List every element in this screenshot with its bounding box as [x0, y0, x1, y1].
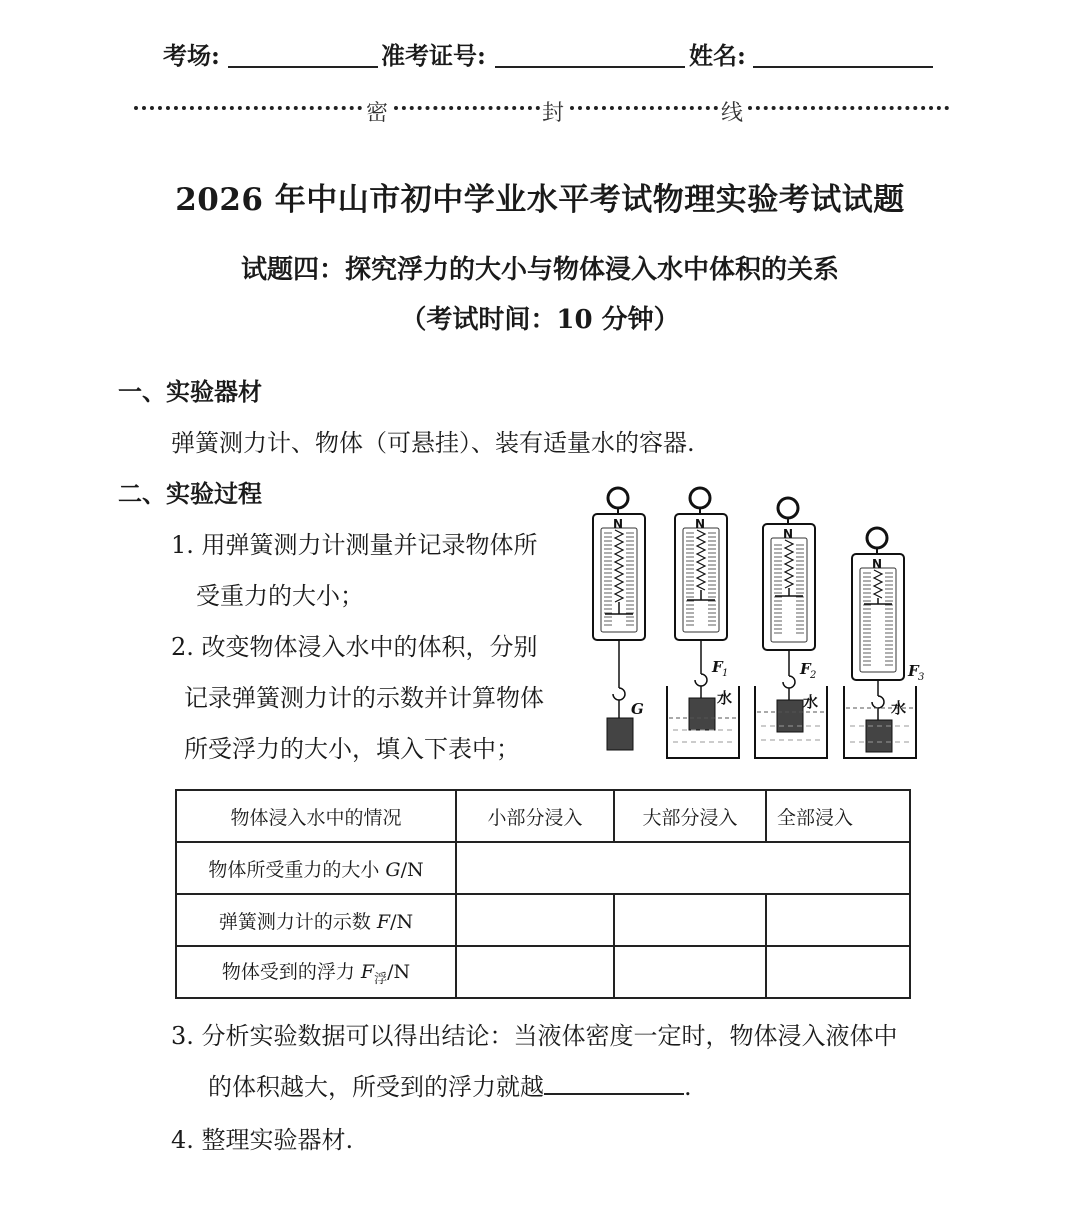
conclusion-answer-blank[interactable] — [544, 1071, 684, 1095]
row-label-subscript: 浮 — [374, 971, 388, 987]
row-label-symbol: F — [360, 961, 375, 984]
row-label-unit: /N — [400, 858, 424, 881]
spring-value-cell[interactable] — [766, 894, 910, 946]
step-2-line-1: 2. 改变物体浸入水中的体积，分别 — [171, 633, 538, 661]
row-label-unit: /N — [387, 961, 411, 984]
step-3-end: . — [684, 1073, 692, 1101]
table-row-gravity — [176, 842, 910, 894]
step-3-text: 的体积越大，所受到的浮力就越 — [208, 1073, 544, 1101]
step-2-line-2: 记录弹簧测力计的示数并计算物体 — [184, 684, 544, 712]
section-equipment-heading: 一、实验器材 — [118, 377, 262, 406]
row-label-unit: /N — [390, 910, 414, 933]
ticket-field — [495, 66, 685, 68]
question-subtitle: 试题四：探究浮力的大小与物体浸入水中体积的关系 — [240, 255, 839, 285]
water-label: 水 — [803, 693, 819, 711]
name-field — [753, 66, 933, 68]
table-row-buoyancy — [176, 946, 910, 998]
equipment-list: 弹簧测力计、物体（可悬挂）、装有适量水的容器. — [171, 429, 695, 457]
step-4: 4. 整理实验器材. — [171, 1126, 354, 1154]
step-1-line-2: 受重力的大小； — [196, 582, 364, 610]
row-label-symbol: G — [385, 858, 401, 881]
step-3-line-2 — [208, 1067, 692, 1102]
f2-subscript: 2 — [810, 670, 817, 681]
exam-room-label: 考场: — [163, 41, 220, 70]
unit-label: N — [613, 517, 624, 531]
unit-label: N — [872, 557, 883, 571]
row-label-text: 物体受到的浮力 — [221, 961, 355, 984]
unit-label: N — [783, 527, 794, 541]
spring-value-cell[interactable] — [456, 894, 614, 946]
f3-subscript: 3 — [918, 672, 925, 683]
row-label-text: 物体所受重力的大小 — [208, 858, 380, 881]
buoyancy-value-cell[interactable] — [456, 946, 614, 998]
row-label-gravity — [176, 842, 456, 894]
spring-value-cell[interactable] — [614, 894, 766, 946]
seal-dots — [134, 106, 362, 110]
exam-room-field — [228, 66, 378, 68]
table-header-row — [176, 790, 910, 842]
row-label-text: 弹簧测力计的示数 — [218, 910, 371, 933]
weight-symbol: G — [631, 700, 644, 718]
seal-char-mi: 密 — [366, 101, 389, 126]
exam-time: （考试时间：10 分钟） — [400, 305, 680, 335]
row-label-spring — [176, 894, 456, 946]
seal-dots — [570, 106, 718, 110]
f1-symbol: F — [712, 658, 723, 676]
unit-label: N — [695, 517, 706, 531]
buoyancy-value-cell[interactable] — [614, 946, 766, 998]
table-header-cell: 全部浸入 — [766, 790, 910, 842]
seal-dots — [748, 106, 949, 110]
exam-header — [0, 36, 1080, 72]
f1-subscript: 1 — [722, 668, 729, 679]
gravity-value-cell[interactable] — [456, 842, 910, 894]
table-row-spring — [176, 894, 910, 946]
name-label: 姓名: — [689, 41, 746, 70]
step-2-line-3: 所受浮力的大小，填入下表中； — [184, 735, 520, 763]
seal-dots — [394, 106, 540, 110]
seal-char-feng: 封 — [542, 101, 565, 126]
buoyancy-value-cell[interactable] — [766, 946, 910, 998]
f2-symbol: F — [800, 660, 811, 678]
step-1-line-1: 1. 用弹簧测力计测量并记录物体所 — [171, 531, 538, 559]
table-header-cell: 小部分浸入 — [456, 790, 614, 842]
buoyancy-data-table — [175, 789, 911, 999]
step-3-line-1: 3. 分析实验数据可以得出结论：当液体密度一定时，物体浸入液体中 — [171, 1022, 898, 1050]
spring-scale-figure — [585, 480, 935, 770]
section-procedure-heading: 二、实验过程 — [118, 479, 262, 508]
table-header-cell: 物体浸入水中的情况 — [176, 790, 456, 842]
seal-char-xian: 线 — [721, 101, 744, 126]
row-label-buoyancy — [176, 946, 456, 998]
exam-title: 2026 年中山市初中学业水平考试物理实验考试试题 — [175, 182, 905, 218]
table-header-cell: 大部分浸入 — [614, 790, 766, 842]
water-label: 水 — [717, 689, 733, 707]
f3-symbol: F — [908, 662, 919, 680]
ticket-label: 准考证号: — [381, 41, 486, 70]
seal-line — [134, 96, 949, 126]
water-label: 水 — [891, 699, 907, 717]
row-label-symbol: F — [376, 910, 391, 933]
